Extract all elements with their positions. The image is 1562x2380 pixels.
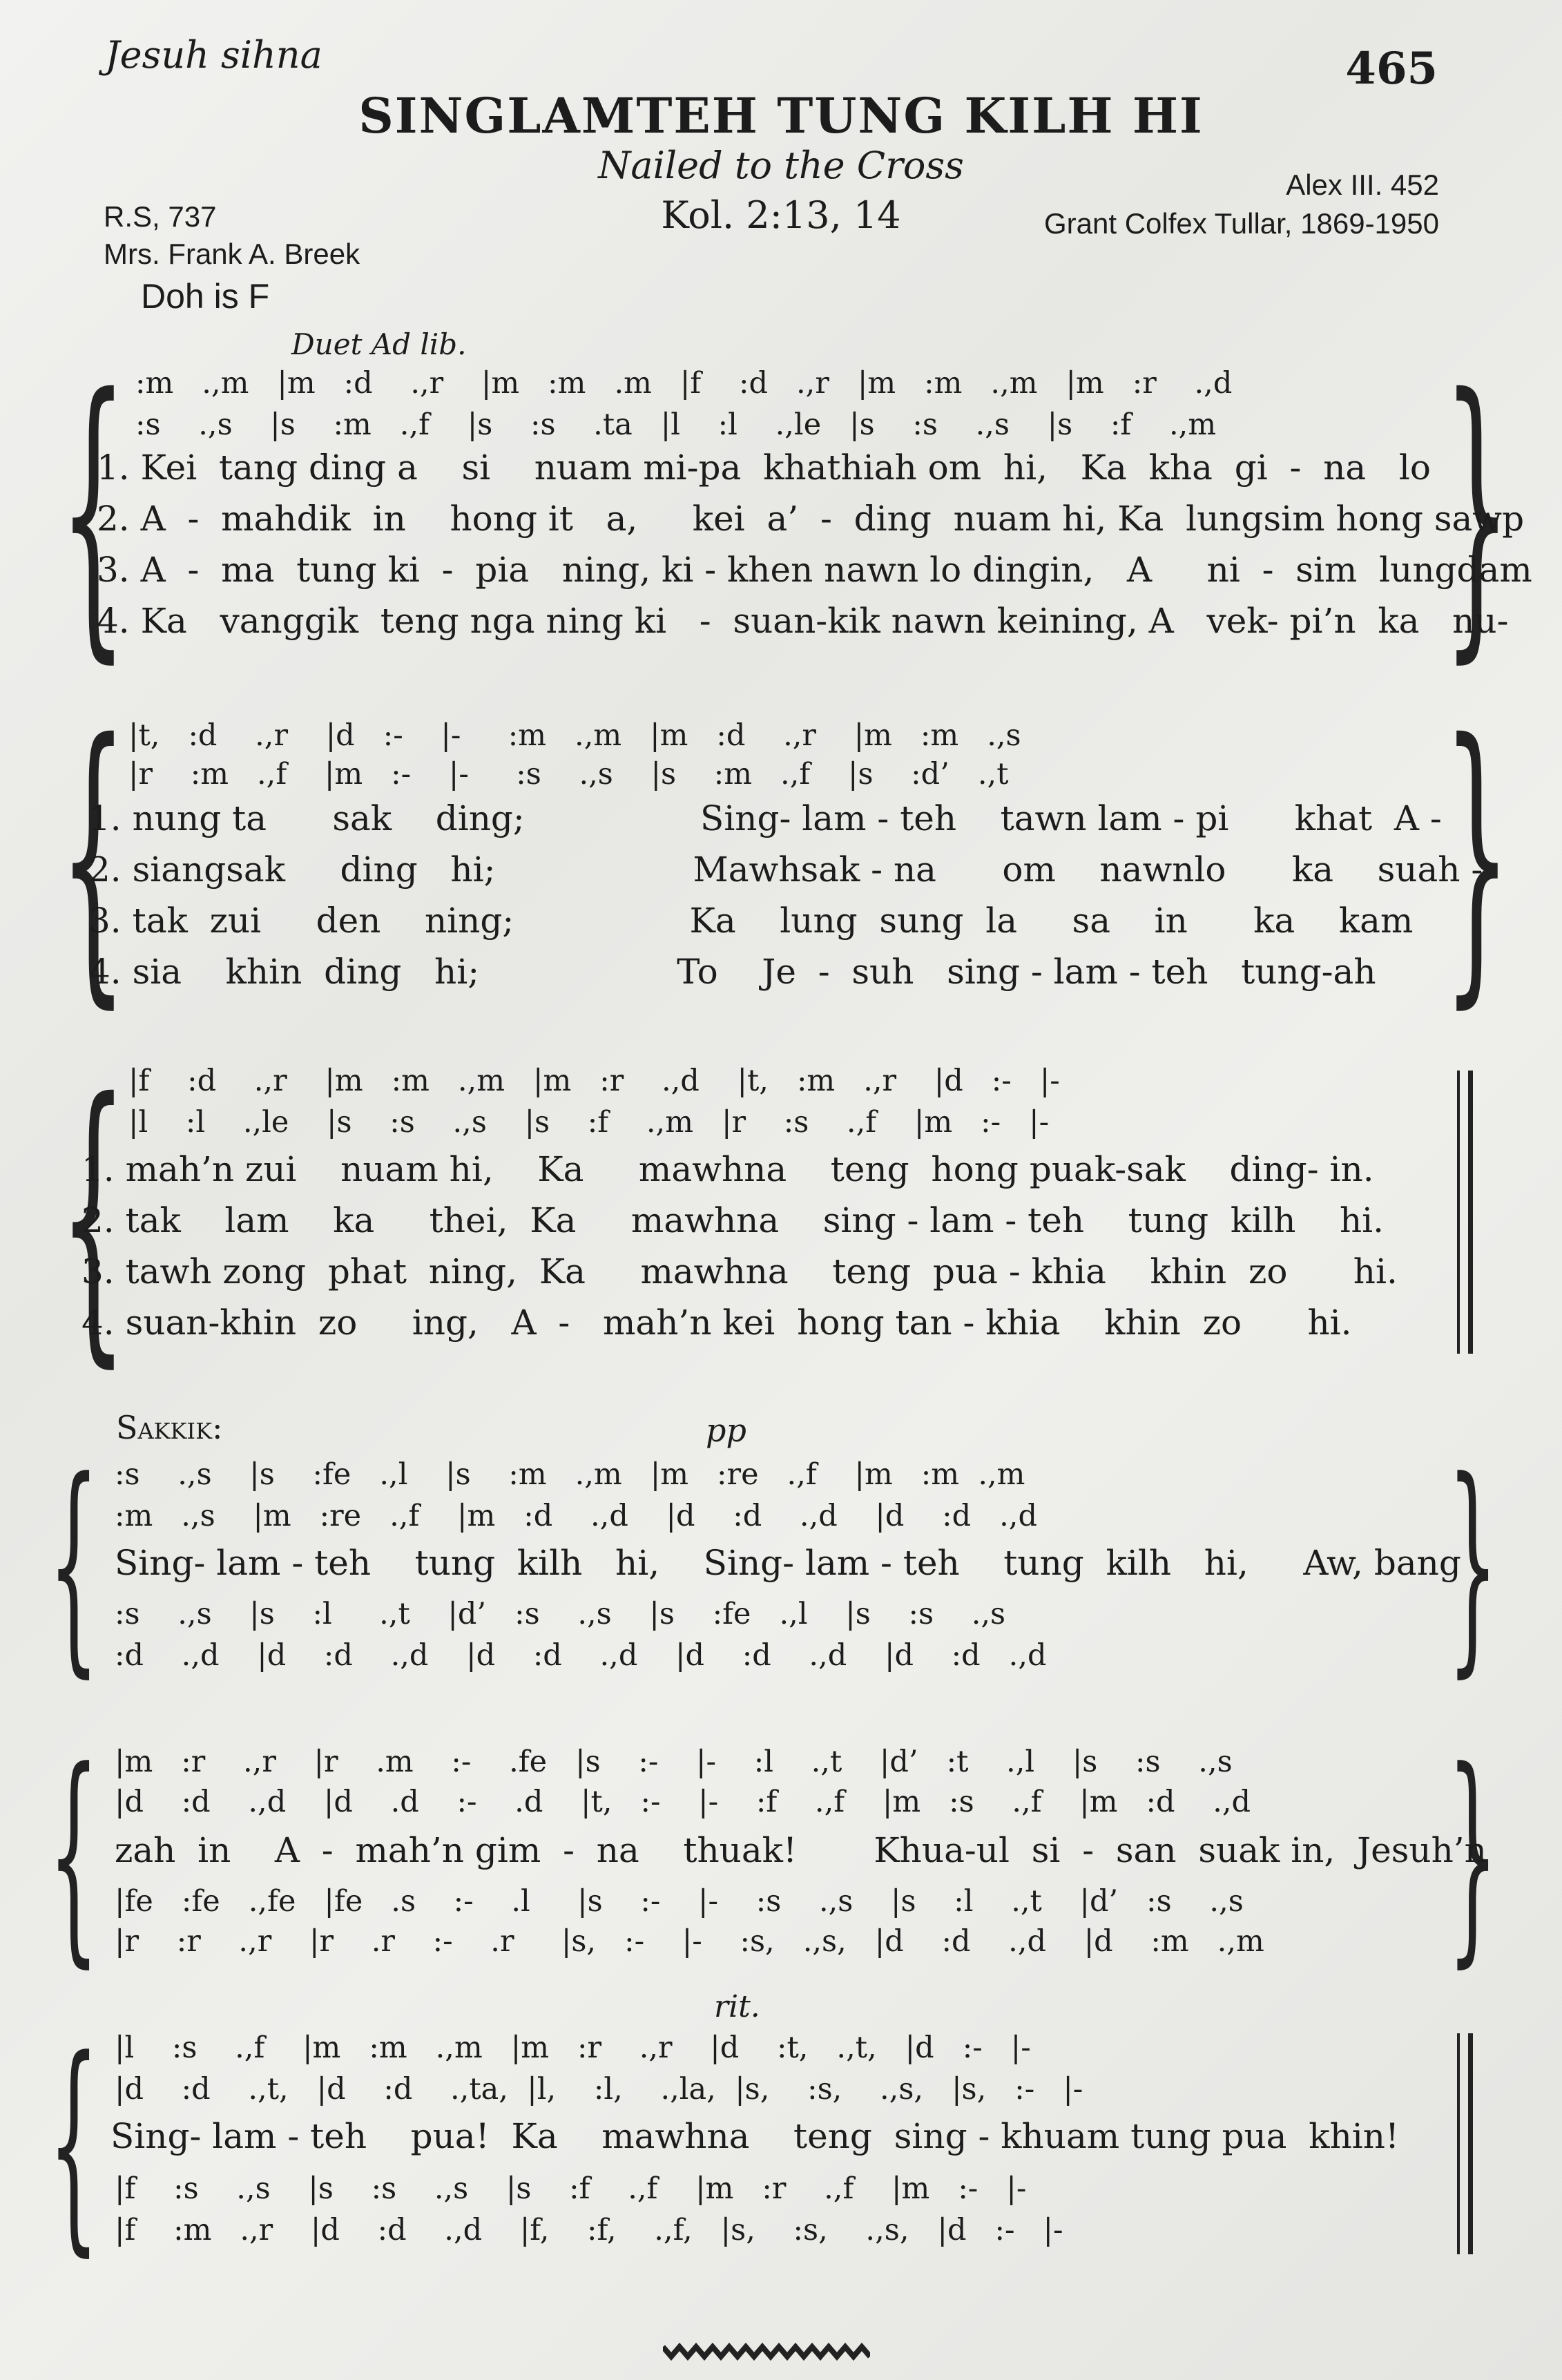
soprano-solfa: |m :r .,r |r .m :- .fe |s :- |- :l .,t |d’ :t .,l |s :s .,s [115,1745,1233,1779]
left-brace: { [48,2010,99,2276]
final-barline [1468,1071,1473,1354]
dynamic-marking: pp [706,1412,746,1449]
verse-3-lyric: 3. tak zui den ning; Ka lung sung la sa in ka kam [88,901,1414,941]
ritardando-marking: rit. [714,1989,760,2024]
solfa-line-top: :m .,m |m :d .,r |m :m .m |f :d .,r |m :m .,m |m :r .,d [135,366,1233,401]
page-number: 465 [1345,43,1438,95]
soprano-solfa: |l :s .,f |m :m .,m |m :r .,r |d :t, .,t, |d :- |- [115,2031,1031,2065]
verse-3-lyric: 3. tawh zong phat ning, Ka mawhna teng pua - khia khin zo hi. [81,1251,1398,1292]
reference-left: R.S, 737 [104,200,217,233]
book-name: Jesuh sihna [105,33,322,77]
composer: Grant Colfex Tullar, 1869-1950 [1043,207,1439,240]
soprano-solfa: :s .,s |s :fe .,l |s :m .,m |m :re .,f |m :m .,m [115,1457,1025,1492]
duet-marking: Duet Ad lib. [291,327,467,361]
right-brace: } [1447,1722,1498,1987]
alto-solfa: |d :d .,t, |d :d .,ta, |l, :l, .,la, |s, :s, .,s, |s, :- |- [115,2072,1083,2107]
right-brace: } [1447,1432,1498,1697]
verse-2-lyric: 2. siangsak ding hi; Mawhsak - na om nawnlo ka suah - [88,850,1483,890]
final-barline [1457,1071,1460,1354]
verse-4-lyric: 4. suan-khin zo ing, A - mah’n kei hong tan - khia khin zo hi. [81,1303,1352,1343]
final-barline [1468,2033,1473,2254]
solfa-line-bottom: :s .,s |s :m .,f |s :s .ta |l :l .,le |s :s .,s |s :f .,m [135,407,1217,442]
verse-2-lyric: 2. tak lam ka thei, Ka mawhna sing - lam - teh tung kilh hi. [81,1200,1385,1240]
tenor-solfa: |fe :fe .,fe |fe .s :- .l |s :- |- :s .,s |s :l .,t |d’ :s .,s [115,1884,1244,1919]
solfa-line-bottom: |l :l .,le |s :s .,s |s :f .,m |r :s .,f |m :- |- [128,1105,1050,1140]
solfa-line-top: |f :d .,r |m :m .,m |m :r .,d |t, :m .,r |d :- |- [128,1064,1060,1098]
verse-2-lyric: 2. A - mahdik in hong it a, kei a’ - ding nuam hi, Ka lungsim hong sawp [97,499,1525,539]
tenor-solfa: |f :s .,s |s :s .,s |s :f .,f |m :r .,f |m :- |- [115,2171,1027,2206]
chorus-lyric: Sing- lam - teh tung kilh hi, Sing- lam - teh tung kilh hi, Aw, bang [115,1543,1461,1583]
left-brace: { [48,1722,99,1987]
hymn-subtitle: Nailed to the Cross [598,144,964,187]
solfa-line-bottom: |r :m .,f |m :- |- :s .,s |s :m .,f |s :d’ .,t [128,757,1009,791]
chorus-lyric: Sing- lam - teh pua! Ka mawhna teng sing - khuam tung pua khin! [110,2116,1400,2156]
verse-1-lyric: 1. Kei tang ding a si nuam mi-pa khathiah om hi, Ka kha gi - na lo [97,448,1431,488]
hymn-title: SINGLAMTEH TUNG KILH HI [358,87,1204,144]
solfa-line-top: |t, :d .,r |d :- |- :m .,m |m :d .,r |m :m .,s [128,718,1021,753]
bass-solfa: :d .,d |d :d .,d |d :d .,d |d :d .,d |d :d .,d [115,1638,1047,1673]
alto-solfa: |d :d .,d |d .d :- .d |t, :- |- :f .,f |m :s .,f |m :d .,d [115,1785,1251,1819]
chorus-lyric: zah in A - mah’n gim - na thuak! Khua-ul si - san suak in, Jesuh’n [115,1830,1487,1870]
ornament-divider [663,2340,870,2363]
verse-4-lyric: 4. sia khin ding hi; To Je - suh sing - lam - teh tung-ah [88,952,1376,992]
verse-1-lyric: 1. nung ta sak ding; Sing- lam - teh tawn lam - pi khat A - [88,798,1442,838]
scripture-reference: Kol. 2:13, 14 [661,193,901,237]
verse-3-lyric: 3. A - ma tung ki - pia ning, ki - khen nawn lo dingin, A ni - sim lungdam [97,550,1532,590]
bass-solfa: |r :r .,r |r .r :- .r |s, :- |- :s, .,s, |d :d .,d |d :m .,m [115,1924,1264,1959]
right-brace: } [1443,680,1511,1033]
reference-right: Alex III. 452 [1286,169,1439,201]
bass-solfa: |f :m .,r |d :d .,d |f, :f, .,f, |s, :s, .,s, |d :- |- [115,2213,1063,2247]
verse-1-lyric: 1. mah’n zui nuam hi, Ka mawhna teng hong puak-sak ding- in. [81,1149,1374,1189]
author: Mrs. Frank A. Breek [104,238,360,270]
final-barline [1457,2033,1460,2254]
right-brace: } [1443,334,1511,688]
verse-4-lyric: 4. Ka vanggik teng nga ning ki - suan-kik nawn keining, A vek- pi’n ka nu- [97,601,1509,641]
left-brace: { [59,1039,127,1392]
chorus-label: Sakkik: [116,1409,223,1446]
left-brace: { [59,680,127,1033]
key-signature: Doh is F [141,277,270,316]
alto-solfa: :m .,s |m :re .,f |m :d .,d |d :d .,d |d :d .,d [115,1499,1038,1533]
tenor-solfa: :s .,s |s :l .,t |d’ :s .,s |s :fe .,l |s :s .,s [115,1597,1006,1631]
left-brace: { [48,1432,99,1697]
left-brace: { [59,334,127,688]
